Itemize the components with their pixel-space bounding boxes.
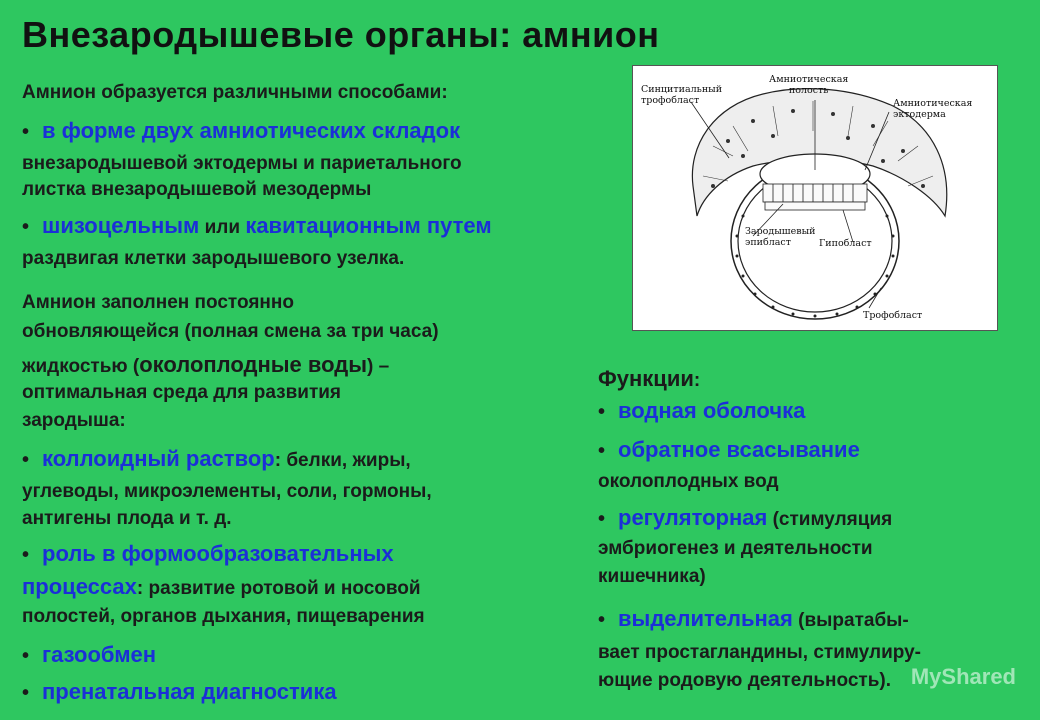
fluid-item-a-text-2: углеводы, микроэлементы, соли, гормоны, [22, 481, 432, 502]
bullet: • [598, 609, 606, 631]
functions-heading-text: Функции [598, 366, 694, 391]
bullet: • [22, 449, 30, 471]
function-3-text-3: кишечника) [598, 566, 706, 587]
formation-item-1-text-1: внезародышевой эктодермы и париетального [22, 153, 462, 174]
fluid-item-b-text-1: : развитие ротовой и носовой [136, 578, 421, 599]
label-amniotic-cavity-2: полость [788, 85, 829, 96]
formation-item-2 [22, 213, 492, 239]
formation-item-1-text-2: листка внезародышевой мезодермы [22, 179, 372, 200]
fluid-item-a-title: коллоидный раствор [42, 446, 275, 471]
function-1-title: водная оболочка [618, 398, 806, 423]
label-epiblast-2: эпибласт [745, 237, 791, 248]
label-syncytiotrophoblast [641, 84, 722, 106]
fluid-line-5: зародыша: [22, 410, 126, 431]
bullet: • [22, 121, 30, 143]
fluid-item-b-line-2 [22, 574, 421, 600]
fluid-item-a-text: : белки, жиры, [274, 450, 411, 471]
label-epiblast [745, 226, 816, 248]
function-3-text-2: эмбриогенез и деятельности [598, 538, 873, 559]
watermark: MyShared [910, 664, 1016, 689]
label-trophoblast: Трофобласт [863, 310, 923, 321]
label-amniotic-cavity-1: Амниотическая [769, 74, 849, 85]
functions-heading-colon: : [693, 370, 701, 391]
fluid-line-2: обновляющейся (полная смена за три часа) [22, 321, 439, 342]
function-4-text-1: (выратабы- [792, 610, 909, 631]
fluid-line-1: Амнион заполнен постоянно [22, 292, 294, 313]
fluid-line-3c: ) – [367, 356, 390, 377]
fluid-item-b-title-1: роль в формообразовательных [42, 541, 394, 566]
fluid-item-a-text-3: антигены плода и т. д. [22, 508, 232, 529]
function-4-title: выделительная [618, 606, 793, 631]
formation-item-2-title-a: шизоцельным [42, 213, 200, 238]
formation-intro: Амнион образуется различными способами: [22, 82, 448, 103]
label-amniotic-cavity [769, 74, 848, 96]
bullet: • [598, 401, 606, 423]
bullet: • [598, 508, 606, 530]
function-4-text-2: вает простагландины, стимулиру- [598, 642, 921, 663]
fluid-line-3a: жидкостью ( [22, 356, 140, 377]
label-amniotic-ectoderm [893, 98, 972, 120]
bullet: • [22, 544, 30, 566]
fluid-item-c-title: газообмен [42, 642, 157, 667]
function-2 [598, 437, 860, 463]
function-3-text-1: (стимуляция [767, 509, 893, 530]
bullet: • [598, 440, 606, 462]
formation-item-1 [22, 118, 460, 144]
label-syncytiotrophoblast-2: трофобласт [641, 95, 700, 106]
fluid-item-c [22, 642, 156, 668]
fluid-item-d [22, 679, 337, 705]
bullet: • [22, 216, 30, 238]
function-4 [598, 606, 909, 632]
function-3-title: регуляторная [618, 505, 768, 530]
label-amniotic-ectoderm-1: Амниотическая [893, 98, 973, 109]
label-epiblast-1: Зародышевый [745, 226, 816, 237]
fluid-line-3 [22, 352, 389, 378]
fluid-item-b-title-2: процессах [22, 574, 137, 599]
bullet: • [22, 645, 30, 667]
label-hypoblast: Гипобласт [819, 238, 872, 249]
page-title: Внезародышевые органы: амнион [22, 14, 660, 55]
formation-item-2-text: раздвигая клетки зародышевого узелка. [22, 248, 405, 269]
label-syncytiotrophoblast-1: Синцитиальный [641, 84, 723, 95]
fluid-item-b [22, 541, 394, 567]
function-4-text-3: ющие родовую деятельность). [598, 670, 892, 691]
fluid-item-b-text-2: полостей, органов дыхания, пищеварения [22, 606, 425, 627]
function-3 [598, 505, 892, 531]
label-amniotic-ectoderm-2: эктодерма [893, 109, 946, 120]
formation-item-1-title: в форме двух амниотических складок [42, 118, 461, 143]
fluid-item-d-title: пренатальная диагностика [42, 679, 337, 704]
formation-item-2-title-b: кавитационным путем [245, 213, 492, 238]
function-2-text: околоплодных вод [598, 471, 779, 492]
bullet: • [22, 682, 30, 704]
fluid-item-a [22, 446, 411, 472]
formation-item-2-or: или [204, 217, 241, 238]
function-2-title: обратное всасывание [618, 437, 860, 462]
amniotic-fluid-term: околоплодные воды [139, 352, 368, 377]
fluid-line-4: оптимальная среда для развития [22, 382, 342, 403]
functions-heading [598, 366, 700, 392]
function-1 [598, 398, 805, 424]
amnion-diagram [632, 65, 998, 331]
